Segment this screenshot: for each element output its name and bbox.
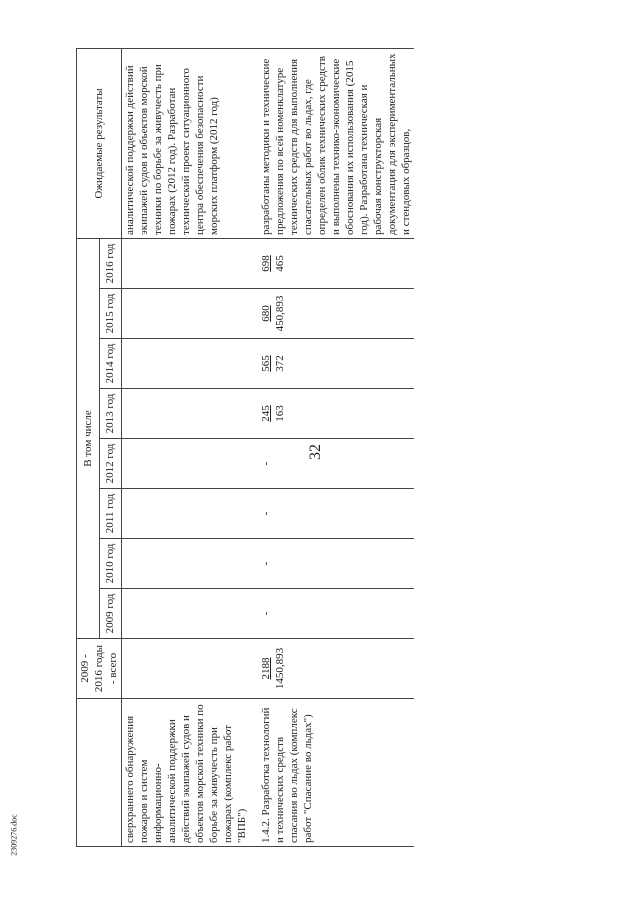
- value-bottom: 163: [274, 405, 286, 422]
- row-year-cell: [258, 539, 414, 589]
- row-year-cell: [122, 589, 251, 639]
- row-year-cell: [122, 489, 251, 539]
- value-top: 565: [260, 355, 272, 372]
- row-total: [258, 639, 414, 699]
- header-in-total: В том числе: [77, 238, 100, 638]
- value-bottom: 465: [274, 255, 286, 272]
- header-year: 2014 год: [99, 339, 122, 389]
- header-year: 2011 год: [99, 489, 122, 539]
- header-total: 2009 - 2016 годы - всего: [77, 639, 122, 699]
- row-year-cell: [122, 238, 251, 288]
- row-year-cell: [258, 489, 414, 539]
- header-expected-results: Ожидаемые результаты: [77, 48, 122, 238]
- row-year-cell: [258, 339, 414, 389]
- table-row: [258, 48, 414, 846]
- row-year-cell: [122, 289, 251, 339]
- row-result: аналитической поддержки действий экипажей судов и объектов морской техники по борьбе за живучесть при пожарах (2012 год). Разработан технический проект ситуационного центра обеспечения безопасности морских платформ (2012 год): [122, 48, 251, 238]
- value-top: 2188: [260, 657, 272, 680]
- page-number: 32: [307, 444, 324, 460]
- header-year: 2009 год: [99, 589, 122, 639]
- value-dash: -: [260, 561, 272, 566]
- footer-doc-id: 2309276.doc: [9, 814, 19, 856]
- row-year-cell: [258, 238, 414, 288]
- value-top: 698: [260, 255, 272, 272]
- row-year-cell: [258, 289, 414, 339]
- value-top: 245: [260, 405, 272, 422]
- value-bottom: 372: [274, 355, 286, 372]
- row-year-cell: [122, 389, 251, 439]
- row-name: сверхраннего обнаружения пожаров и систем информационно-аналитической поддержки действий экипажей судов и объектов морской техники по борьбе за живучесть при пожарах (комплекс работ "ВПБ"): [122, 699, 251, 847]
- program-table: [76, 48, 414, 847]
- header-year: 2015 год: [99, 289, 122, 339]
- value-bottom: 1450,893: [274, 647, 286, 690]
- header-year: 2010 год: [99, 539, 122, 589]
- rotated-table-container: [76, 53, 564, 847]
- header-name-cell: [77, 699, 122, 847]
- row-year-cell: [258, 389, 414, 439]
- value-bottom: 450,893: [274, 295, 286, 332]
- header-year: 2012 год: [99, 439, 122, 489]
- table-row: [122, 48, 251, 846]
- row-result: разработаны методики и технические предложения по всей номенклатуре технических средств для выполнения спасательных работ во льдах, где определен облик технических средств и выполнены технико-экономические обоснования их использования (2015 год). Разработана техническая и рабочая конструкторская документация для экспериментальных и стендовых образцов,: [258, 48, 414, 238]
- header-year: 2016 год: [99, 238, 122, 288]
- value-dash: -: [260, 611, 272, 616]
- row-year-cell: [122, 439, 251, 489]
- row-year-cell: [122, 339, 251, 389]
- row-name: 1.4.2. Разработка технологий и технических средств спасания во льдах (комплекс работ "Спасание во льдах"): [258, 699, 414, 847]
- value-dash: -: [260, 511, 272, 516]
- row-total: [122, 639, 251, 699]
- header-year: 2013 год: [99, 389, 122, 439]
- row-year-cell: [258, 439, 414, 489]
- value-top: 680: [260, 305, 272, 322]
- row-year-cell: [122, 539, 251, 589]
- value-dash: -: [260, 461, 272, 466]
- row-year-cell: [258, 589, 414, 639]
